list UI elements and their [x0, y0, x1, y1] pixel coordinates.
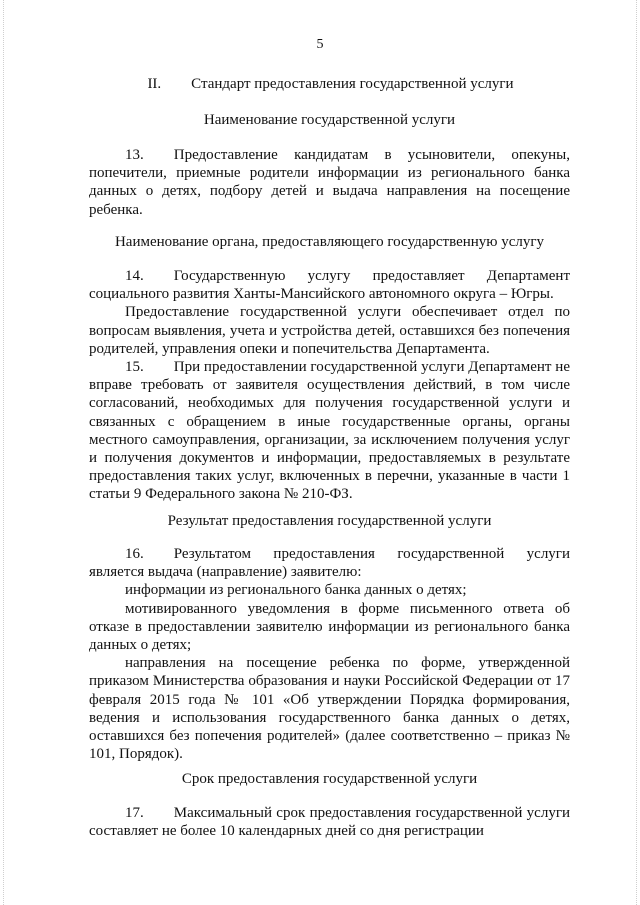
paragraph-16c: направления на посещение ребенка по форме, утвержденной приказом Министерства образования и науки Российской Федерации от 17 февраля 2015 года № 101 «Об утверждении Порядка формирования, ведения и использования государственного банка данных о детях, оставшихся без попечения родителей» (далее соответственно – приказ № 101, Порядок). [89, 655, 570, 763]
heading-term: Срок предоставления государственной услуги [181, 771, 478, 787]
left-margin-guide [3, 0, 4, 905]
paragraph-16a: информации из регионального банка данных о детях; [125, 582, 467, 599]
paragraph-13: 13. Предоставление кандидатам в усыновители, опекуны, попечители, приемные родители информации из регионального банка данных о детях, подбору детей и выдача направления на посещение ребенка. [89, 147, 570, 218]
heading-service-name-wrap [89, 111, 570, 129]
page-number: 5 [316, 37, 324, 52]
paragraph-16-wrap [89, 545, 570, 763]
heading-authority-wrap [89, 233, 570, 251]
heading-result-wrap [89, 512, 570, 530]
section-title-wrap [89, 75, 570, 93]
paragraph-14-wrap [89, 267, 570, 504]
paragraph-13-wrap [89, 146, 570, 219]
paragraph-17-wrap [89, 804, 570, 840]
right-margin-guide [636, 0, 637, 905]
section-title: II. Стандарт предоставления государственной услуги [147, 76, 514, 92]
paragraph-17: 17. Максимальный срок предоставления государственной услуги составляет не более 10 календарных дней со дня регистрации [89, 805, 570, 840]
heading-result: Результат предоставления государственной услуги [167, 513, 492, 529]
heading-term-wrap [89, 770, 570, 788]
paragraph-14b: Предоставление государственной услуги обеспечивает отдел по вопросам выявления, учета и устройства детей, оставшихся без попечения родителей, управления опеки и попечительства Департамента. [89, 304, 570, 357]
paragraph-15: 15. При предоставлении государственной услуги Департамент не вправе требовать от заявителя осуществления действий, в том числе согласований, необходимых для получения государственной услуги и связанных с обращением в иные государственные органы, органы местного самоуправления, организации, за исключением получения услуг и получения документов и информации, предоставляемых в результате предоставления таких услуг, включенных в перечни, указанные в части 1 статьи 9 Федерального закона № 210-ФЗ. [89, 359, 570, 503]
heading-authority: Наименование органа, предоставляющего государственную услугу [114, 234, 545, 250]
paragraph-16: 16. Результатом предоставления государственной услуги является выдача (направление) заявителю: [89, 546, 570, 581]
heading-service-name: Наименование государственной услуги [203, 112, 456, 128]
paragraph-16b: мотивированного уведомления в форме письменного ответа об отказе в предоставлении заявителю информации из регионального банка данных о детях; [89, 600, 570, 654]
paragraph-14: 14. Государственную услугу предоставляет Департамент социального развития Ханты-Мансийского автономного округа – Югры. [89, 268, 570, 303]
